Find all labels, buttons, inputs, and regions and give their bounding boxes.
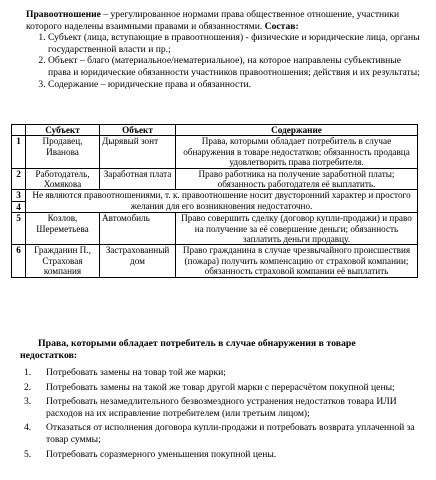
object-cell: Автомобиль	[100, 213, 176, 245]
subject-cell: Козлов, Шереметьева	[26, 213, 100, 245]
table-row	[12, 190, 418, 201]
heading-line-2: недостатков:	[20, 350, 78, 361]
content-cell: Право совершить сделку (договор купли-продажи) и право на получение за её совершение деньги; обязанность заплатить деньги продавцу.	[176, 213, 418, 245]
list-item: 1. Субъект (лица, вступающие в правоотношения) - физические и юридические лица, органы государственной власти и пр.;	[48, 32, 422, 55]
header-num	[12, 125, 26, 136]
list-item: 2. Объект – благо (материальное/нематериальное), на которое направлены субъективные права и юридические обязанности участников правоотношения; действия и их результаты;	[48, 55, 422, 78]
item-text: Отказаться от исполнения договора купли-продажи и потребовать возврата уплаченной за товар суммы;	[46, 422, 415, 445]
table-row	[12, 136, 418, 168]
subject-cell: Гражданин П., Страховая компания	[26, 245, 100, 277]
list-item	[24, 422, 424, 445]
item-number: 1.	[24, 367, 32, 378]
definition-paragraph	[26, 9, 422, 32]
table-row	[12, 213, 418, 245]
relations-table	[11, 124, 418, 278]
consumer-rights-heading	[20, 338, 420, 362]
table-row	[12, 245, 418, 277]
composition-list	[26, 32, 422, 90]
row-number: 1	[12, 136, 26, 168]
table-row	[12, 168, 418, 190]
table-header-row	[12, 125, 418, 136]
row-number: 5	[12, 213, 26, 245]
row-number: 4	[12, 201, 26, 212]
header-subject: Субъект	[26, 125, 100, 136]
item-text: Потребовать незамедлительного безвозмездного устранения недостатков товара ИЛИ расходов на их исправление потребителем (или третьим лицом);	[46, 396, 397, 419]
subject-cell: Работодатель, Хомякова	[26, 168, 100, 190]
item-number: 2.	[24, 381, 32, 393]
object-cell: Заработная плата	[100, 168, 176, 190]
item-number: 4.	[24, 422, 32, 434]
item-text: Потребовать соразмерного уменьшения покупной цены.	[46, 448, 277, 460]
list-item	[24, 396, 424, 419]
content-cell: Права, которыми обладает потребитель в случае обнаружения в товаре недостатков; обязанность продавца удовлетворить права потребителя.	[176, 136, 418, 168]
subject-cell: Продавец, Иванова	[26, 136, 100, 168]
consumer-rights-list	[24, 367, 424, 463]
term: Правоотношение	[26, 9, 101, 20]
header-content: Содержание	[176, 125, 418, 136]
content-cell: Право работника на получение заработной платы; обязанность работодателя её выплатить.	[176, 168, 418, 190]
intro-section	[26, 9, 422, 90]
heading-line-1: Права, которыми обладает потребитель в случае обнаружения в товаре	[38, 338, 356, 349]
content-cell: Право гражданина в случае чрезвычайного происшествия (пожара) получить компенсацию от страховой компании; обязанность страховой компании её выплатить	[176, 245, 418, 277]
row-number: 6	[12, 245, 26, 277]
definition-text: – урегулированное нормами права общественное отношение, участники которого наделены взаимными правами и обязанностями.	[26, 9, 400, 32]
list-item	[24, 367, 424, 379]
object-cell: Застрахованный дом	[100, 245, 176, 277]
item-number: 5.	[24, 448, 32, 460]
item-text: Потребовать замены на такой же товар другой марки с перерасчётом покупной цены;	[46, 381, 395, 393]
list-item	[24, 382, 424, 394]
item-number: 3.	[24, 396, 32, 408]
list-item: 3. Содержание – юридические права и обязанности.	[48, 79, 422, 91]
merged-cell: Не являются правоотношениями, т. к. правоотношение носит двусторонний характер и простого желания для его возникновения недостаточно.	[26, 190, 418, 213]
row-number: 3	[12, 190, 26, 201]
item-text: Потребовать замены на товар той же марки;	[46, 367, 226, 378]
header-object: Объект	[100, 125, 176, 136]
row-number: 2	[12, 168, 26, 190]
composition-label: Состав:	[264, 20, 299, 32]
list-item	[24, 449, 424, 461]
object-cell: Дырявый зонт	[100, 136, 176, 168]
